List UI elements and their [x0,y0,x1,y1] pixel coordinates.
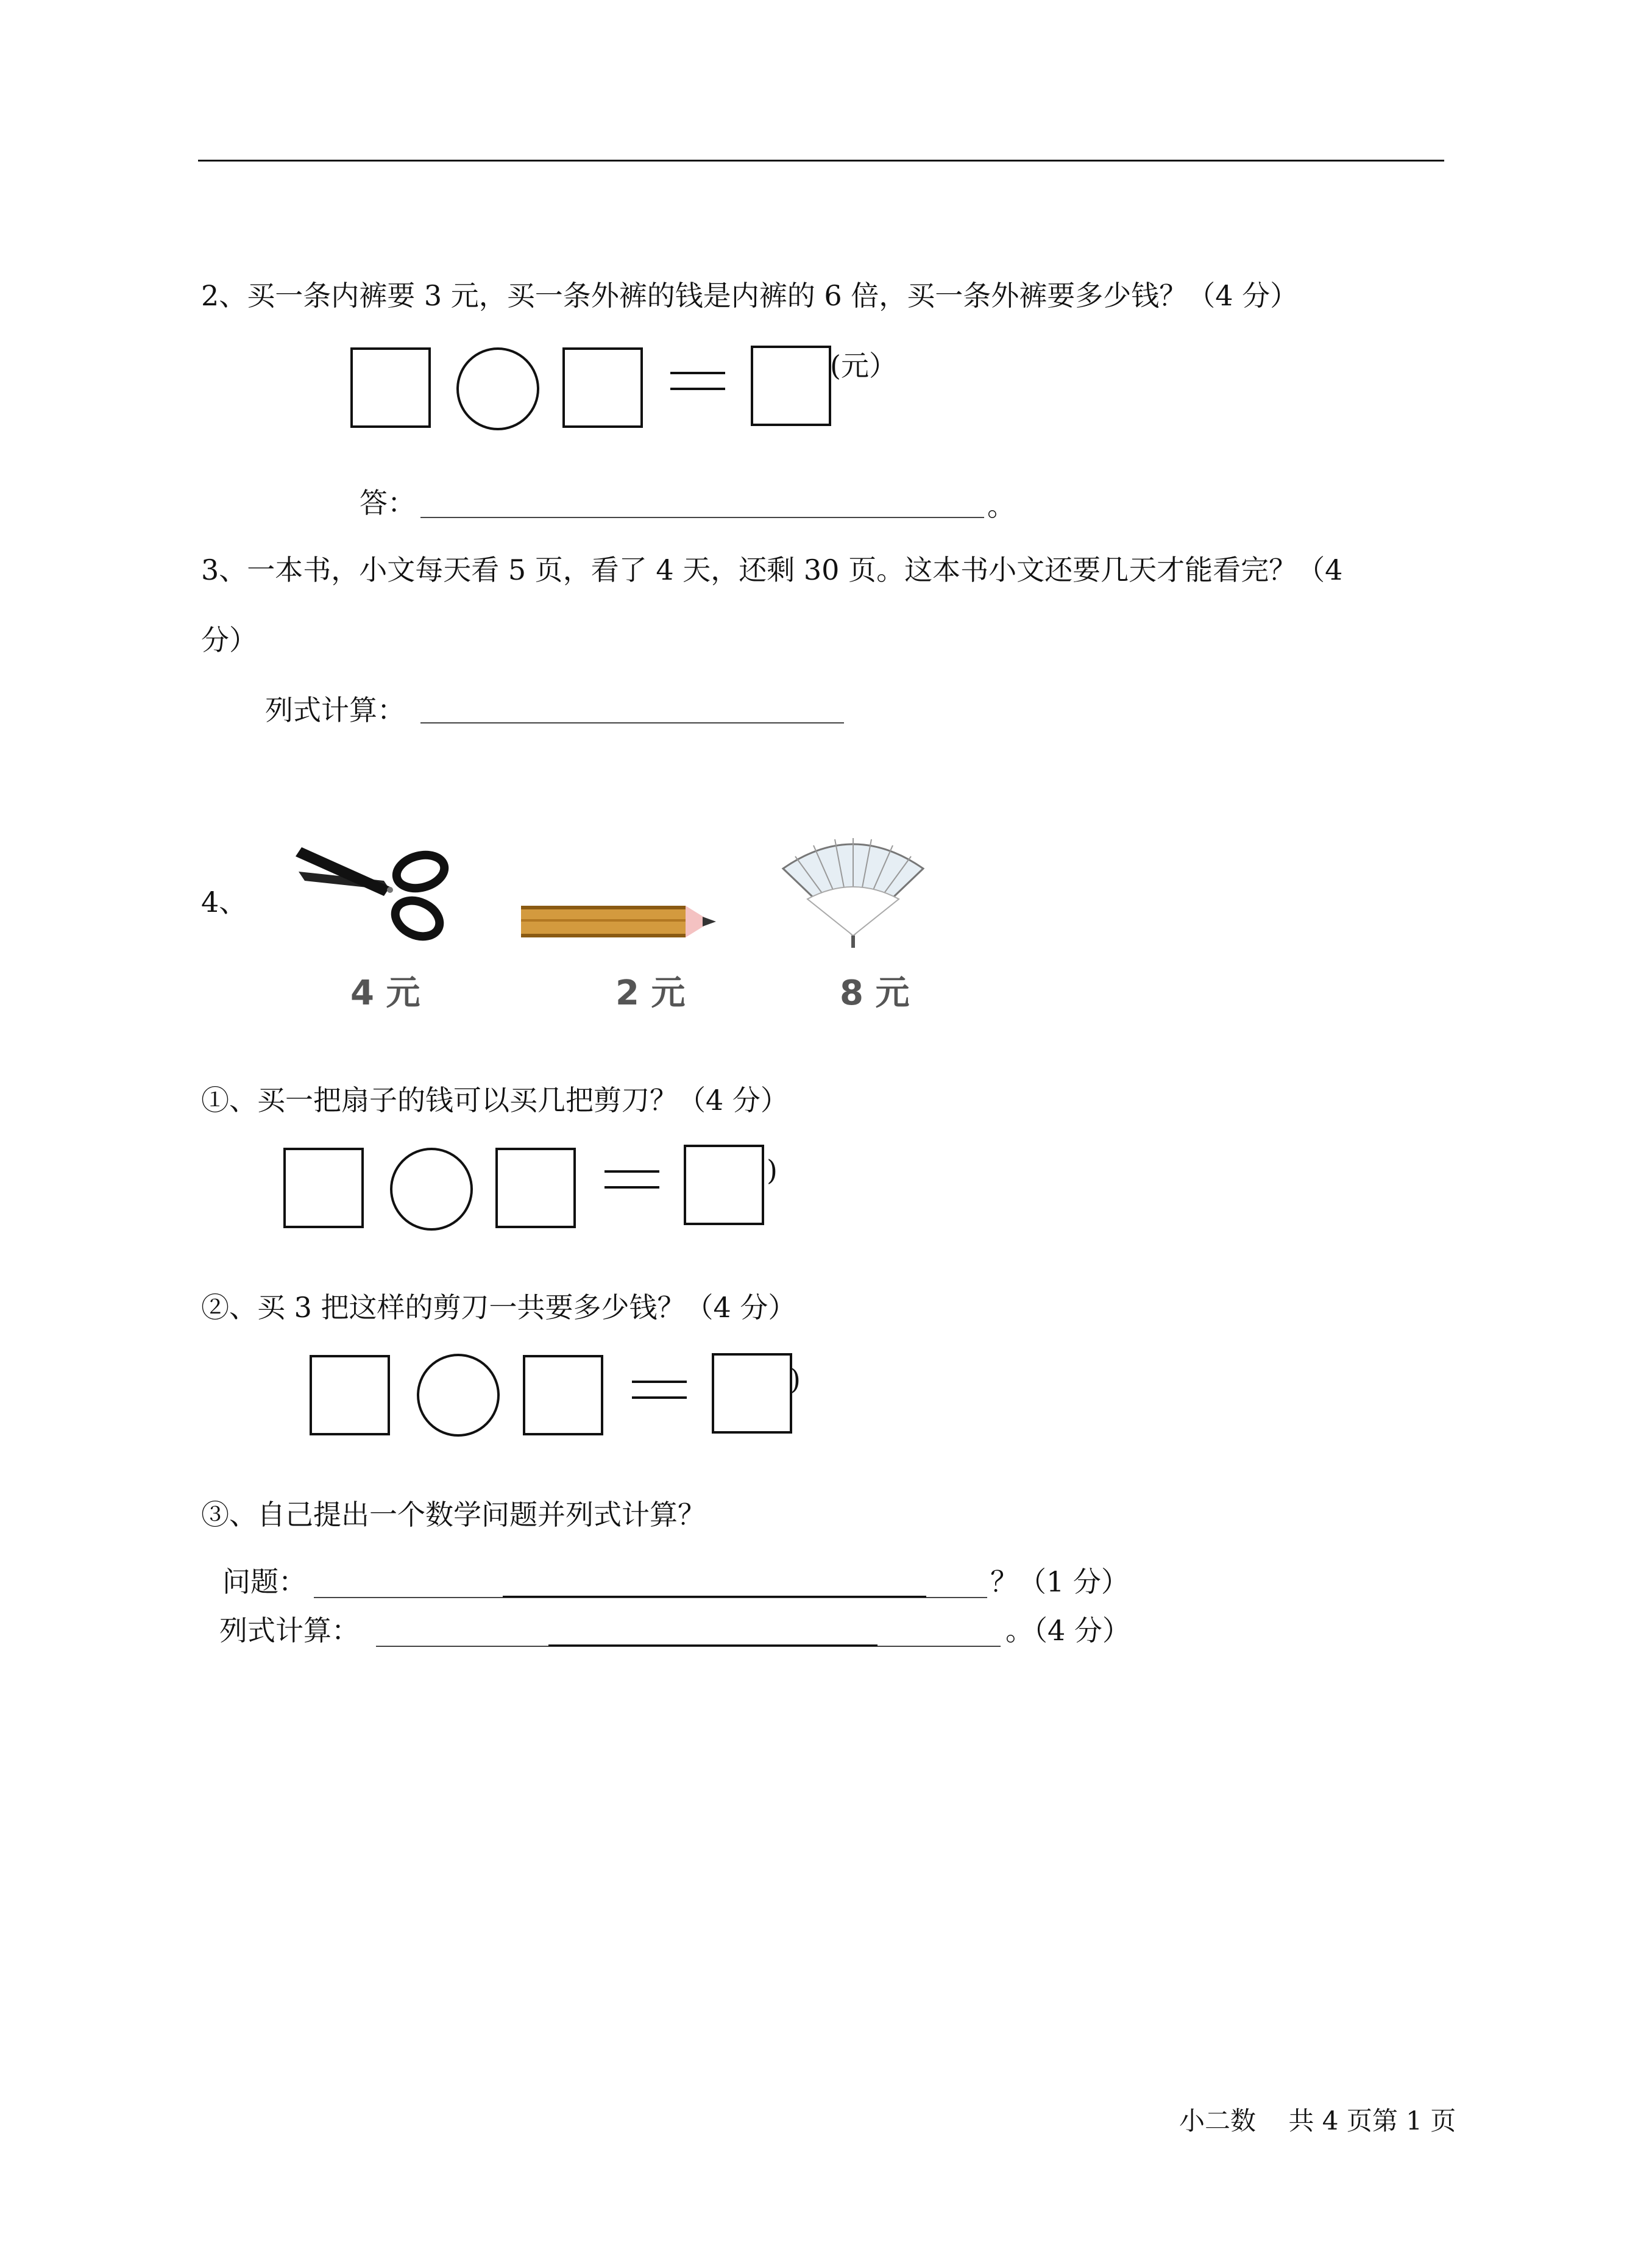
question-end: ？（1 分） [990,1565,1129,1598]
sub2-trail: ) [790,1363,801,1396]
sub1-operator-circle[interactable] [390,1148,473,1231]
q4-number: 4、 [201,886,247,919]
fan-price: 8 元 [840,973,910,1013]
answer-label: 答： [360,486,416,519]
question-line-bold [503,1596,926,1598]
sub1-box-1[interactable] [283,1148,364,1228]
sub2-box-2[interactable] [523,1355,603,1435]
answer-line[interactable] [420,517,984,518]
fan-icon [771,832,935,954]
sub2-operator-circle[interactable] [417,1354,500,1437]
unit-label: (元） [830,349,897,382]
q4-sub2-text: ②、买 3 把这样的剪刀一共要多少钱？（4 分） [201,1291,796,1324]
page-footer: 小二数 共 4 页第 1 页 [1179,2106,1456,2136]
sub3-calc-line-bold [548,1644,878,1646]
q2-text: 2、买一条内裤要 3 元，买一条外裤的钱是内裤的 6 倍，买一条外裤要多少钱？（4 分） [201,279,1299,312]
header-rule [198,160,1444,162]
q3-text-line2: 分） [201,624,257,656]
equals-sign [670,372,725,390]
operator-circle[interactable] [456,347,539,430]
answer-box-result[interactable] [751,346,831,426]
sub1-trail: ) [767,1154,778,1187]
answer-box-2[interactable] [562,347,643,428]
question-label: 问题： [222,1565,307,1598]
q3-text-line1: 3、一本书，小文每天看 5 页，看了 4 天，还剩 30 页。这本书小文还要几天才能看完？（4 [201,553,1343,586]
calc-line[interactable] [420,722,844,723]
scissors-icon [292,838,457,948]
pencil-icon [521,901,722,944]
pencil-price: 2 元 [615,973,686,1013]
q4-sub1-text: ①、买一把扇子的钱可以买几把剪刀？（4 分） [201,1084,789,1117]
sub2-box-result[interactable] [712,1353,792,1434]
answer-end: 。 [987,489,1015,522]
sub3-calc-label: 列式计算： [219,1614,360,1647]
calc-label: 列式计算： [265,694,405,727]
sub1-box-2[interactable] [495,1148,576,1228]
answer-box-1[interactable] [350,347,431,428]
sub1-equals-sign [604,1170,659,1189]
sub2-box-1[interactable] [310,1355,390,1435]
sub1-box-result[interactable] [684,1145,764,1225]
q4-sub3-text: ③、自己提出一个数学问题并列式计算？ [201,1498,706,1531]
sub2-equals-sign [632,1381,687,1399]
sub3-calc-end: 。（4 分） [1005,1614,1130,1647]
scissors-price: 4 元 [350,973,420,1013]
